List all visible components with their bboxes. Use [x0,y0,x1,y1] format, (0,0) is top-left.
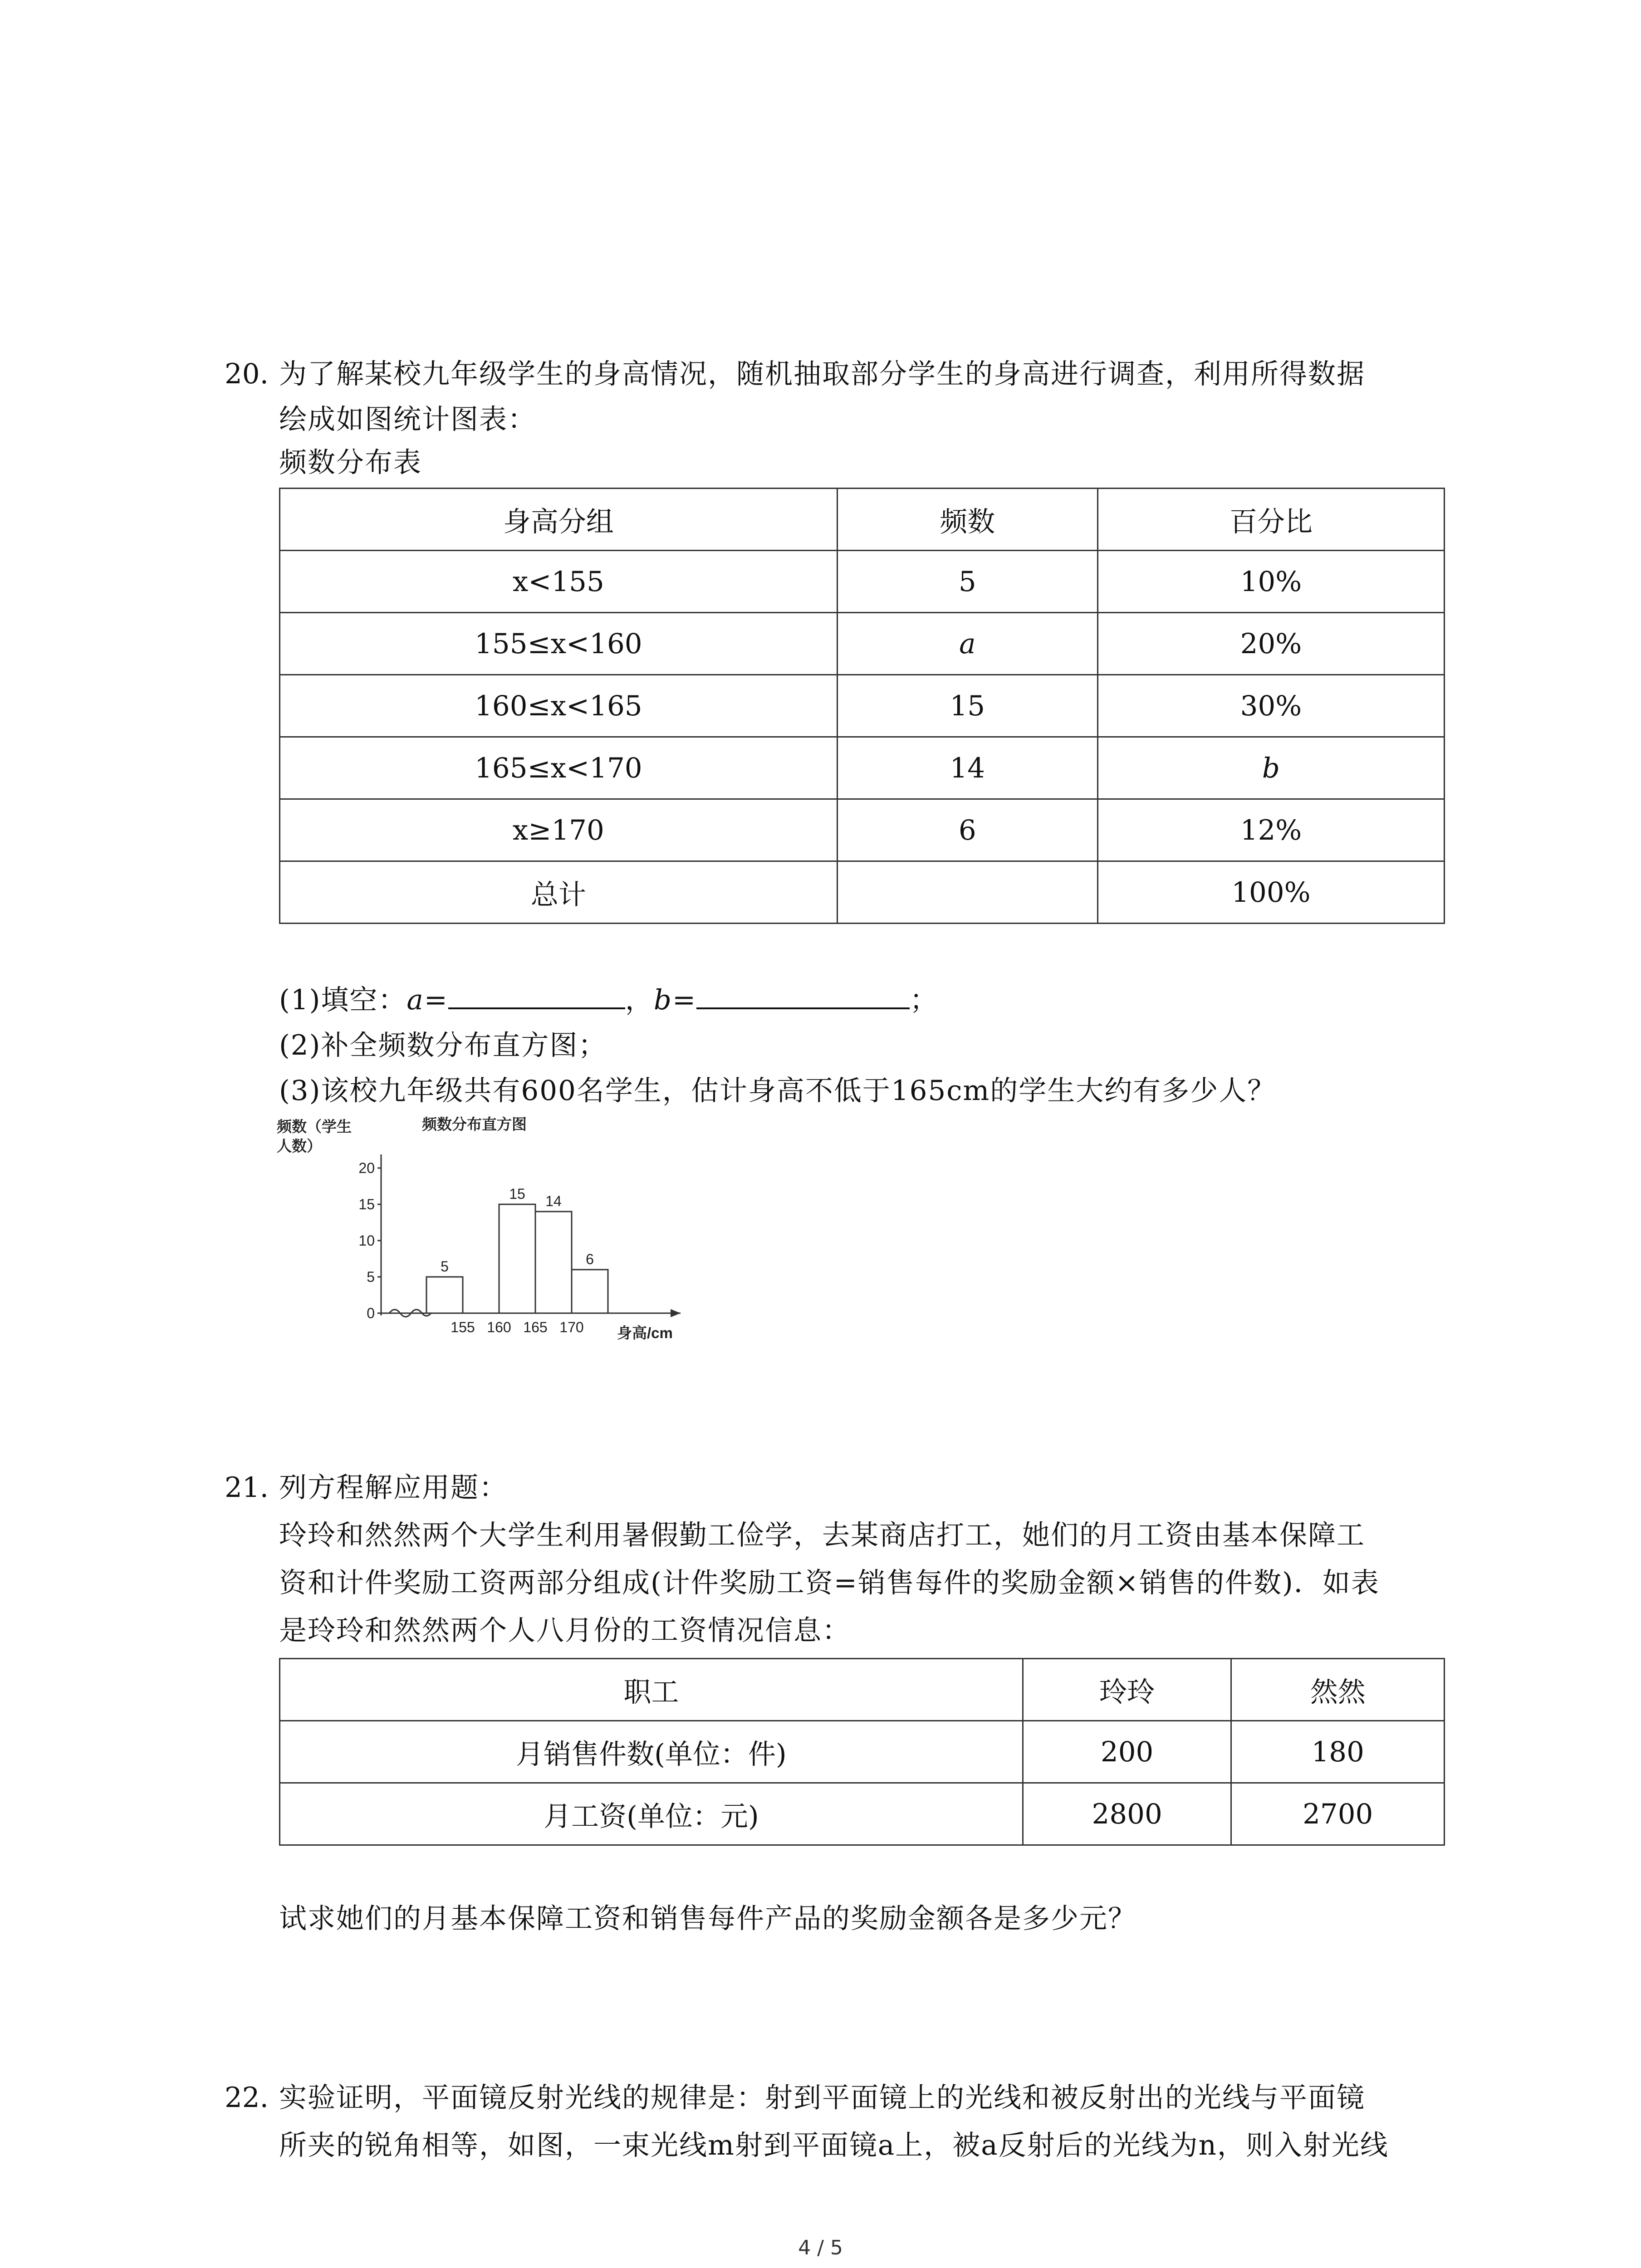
bar-value-label: 6 [586,1251,594,1267]
sub1-a-label: a= [407,984,448,1016]
table-row [280,551,1445,613]
sub1-end: ； [910,984,939,1016]
table-cell: 14 [837,737,1097,799]
table-cell: 2700 [1231,1783,1445,1845]
q20-text-line2: 绘成如图统计图表： [279,403,537,435]
table-header-cell: 职工 [280,1659,1023,1721]
table-cell: 月销售件数(单位：件) [280,1721,1023,1783]
table-cell: a [837,613,1097,675]
table-cell: 180 [1231,1721,1445,1783]
answer-blank-a[interactable] [448,978,625,1009]
y-axis-label: 人数） [277,1138,322,1154]
x-axis-label: 身高/cm [617,1325,673,1341]
table-cell: 165≤x<170 [280,737,838,799]
table-cell: 12% [1097,799,1444,861]
histogram-bar [426,1277,463,1313]
table-header-cell: 身高分组 [280,489,838,551]
table-header-row [280,1659,1445,1721]
table-row [280,861,1445,924]
table-cell: 6 [837,799,1097,861]
histogram-bar [499,1204,535,1313]
table-header-cell: 玲玲 [1023,1659,1231,1721]
table-row [280,1783,1445,1845]
q20-sub3: (3)该校九年级共有600名学生，估计身高不低于165cm的学生大约有多少人？ [279,1075,1276,1107]
q20-histogram [272,1107,726,1361]
table-cell: x<155 [280,551,838,613]
table-cell: 155≤x<160 [280,613,838,675]
q20-frequency-table [279,488,1445,924]
q21-text-line1: 列方程解应用题： [279,1471,508,1504]
table-cell: x≥170 [280,799,838,861]
table-header-row [280,489,1445,551]
table-cell: 100% [1097,861,1444,924]
x-tick-label: 155 [451,1319,475,1335]
q21-text-line3: 资和计件奖励工资两部分组成(计件奖励工资=销售每件的奖励金额×销售的件数)．如表 [279,1567,1380,1599]
q20-sub2: (2)补全频数分布直方图； [279,1029,607,1061]
table-header-cell: 频数 [837,489,1097,551]
q21-question: 试求她们的月基本保障工资和销售每件产品的奖励金额各是多少元？ [279,1902,1137,1935]
q21-salary-table [279,1658,1445,1846]
x-tick-label: 160 [487,1319,511,1335]
page-number: 4 / 5 [798,2236,843,2259]
sub1-b-label: b= [653,984,697,1016]
q22-text-line1: 实验证明，平面镜反射光线的规律是：射到平面镜上的光线和被反射出的光线与平面镜 [279,2082,1366,2114]
table-cell [837,861,1097,924]
y-tick-label: 10 [358,1232,375,1249]
y-tick-label: 15 [358,1196,375,1212]
x-axis-arrow [671,1309,681,1317]
q21-number: 21. [225,1471,269,1504]
bar-value-label: 15 [509,1186,525,1202]
table-cell: 15 [837,675,1097,737]
table-cell: 月工资(单位：元) [280,1783,1023,1845]
table-cell: 总计 [280,861,838,924]
bar-value-label: 5 [441,1258,449,1275]
bar-value-label: 14 [545,1193,562,1209]
y-axis-label: 频数（学生 [277,1118,352,1135]
table-row [280,1721,1445,1783]
x-tick-label: 170 [559,1319,584,1335]
q20-table-title: 频数分布表 [279,446,422,479]
table-cell: 30% [1097,675,1444,737]
q20-number: 20. [225,358,269,390]
sub1-prefix: (1)填空： [279,984,407,1016]
q21-text-line2: 玲玲和然然两个大学生利用暑假勤工俭学，去某商店打工，她们的月工资由基本保障工 [279,1519,1366,1551]
q22-text-line2: 所夹的锐角相等，如图，一束光线m射到平面镜a上，被a反射后的光线为n，则入射光线 [279,2129,1389,2161]
q22-number: 22. [225,2082,269,2114]
table-header-cell: 百分比 [1097,489,1444,551]
answer-blank-b[interactable] [696,978,910,1009]
table-cell: 20% [1097,613,1444,675]
table-cell: 10% [1097,551,1444,613]
chart-title: 频数分布直方图 [422,1116,527,1133]
table-cell: 5 [837,551,1097,613]
y-tick-label: 0 [367,1305,375,1321]
table-cell: 160≤x<165 [280,675,838,737]
table-row [280,613,1445,675]
x-tick-label: 165 [523,1319,548,1335]
table-row [280,737,1445,799]
sub1-separator: ， [625,984,654,1016]
table-cell: b [1097,737,1444,799]
y-tick-label: 5 [367,1269,375,1285]
table-cell: 200 [1023,1721,1231,1783]
histogram-bar [572,1270,608,1313]
table-row [280,799,1445,861]
q20-sub1 [279,975,938,1025]
q20-text-line1: 为了解某校九年级学生的身高情况，随机抽取部分学生的身高进行调查，利用所得数据 [279,358,1366,390]
table-cell: 2800 [1023,1783,1231,1845]
histogram-bar [535,1212,572,1313]
q21-text-line4: 是玲玲和然然两个人八月份的工资情况信息： [279,1614,851,1647]
table-header-cell: 然然 [1231,1659,1445,1721]
y-tick-label: 20 [358,1160,375,1176]
table-row [280,675,1445,737]
